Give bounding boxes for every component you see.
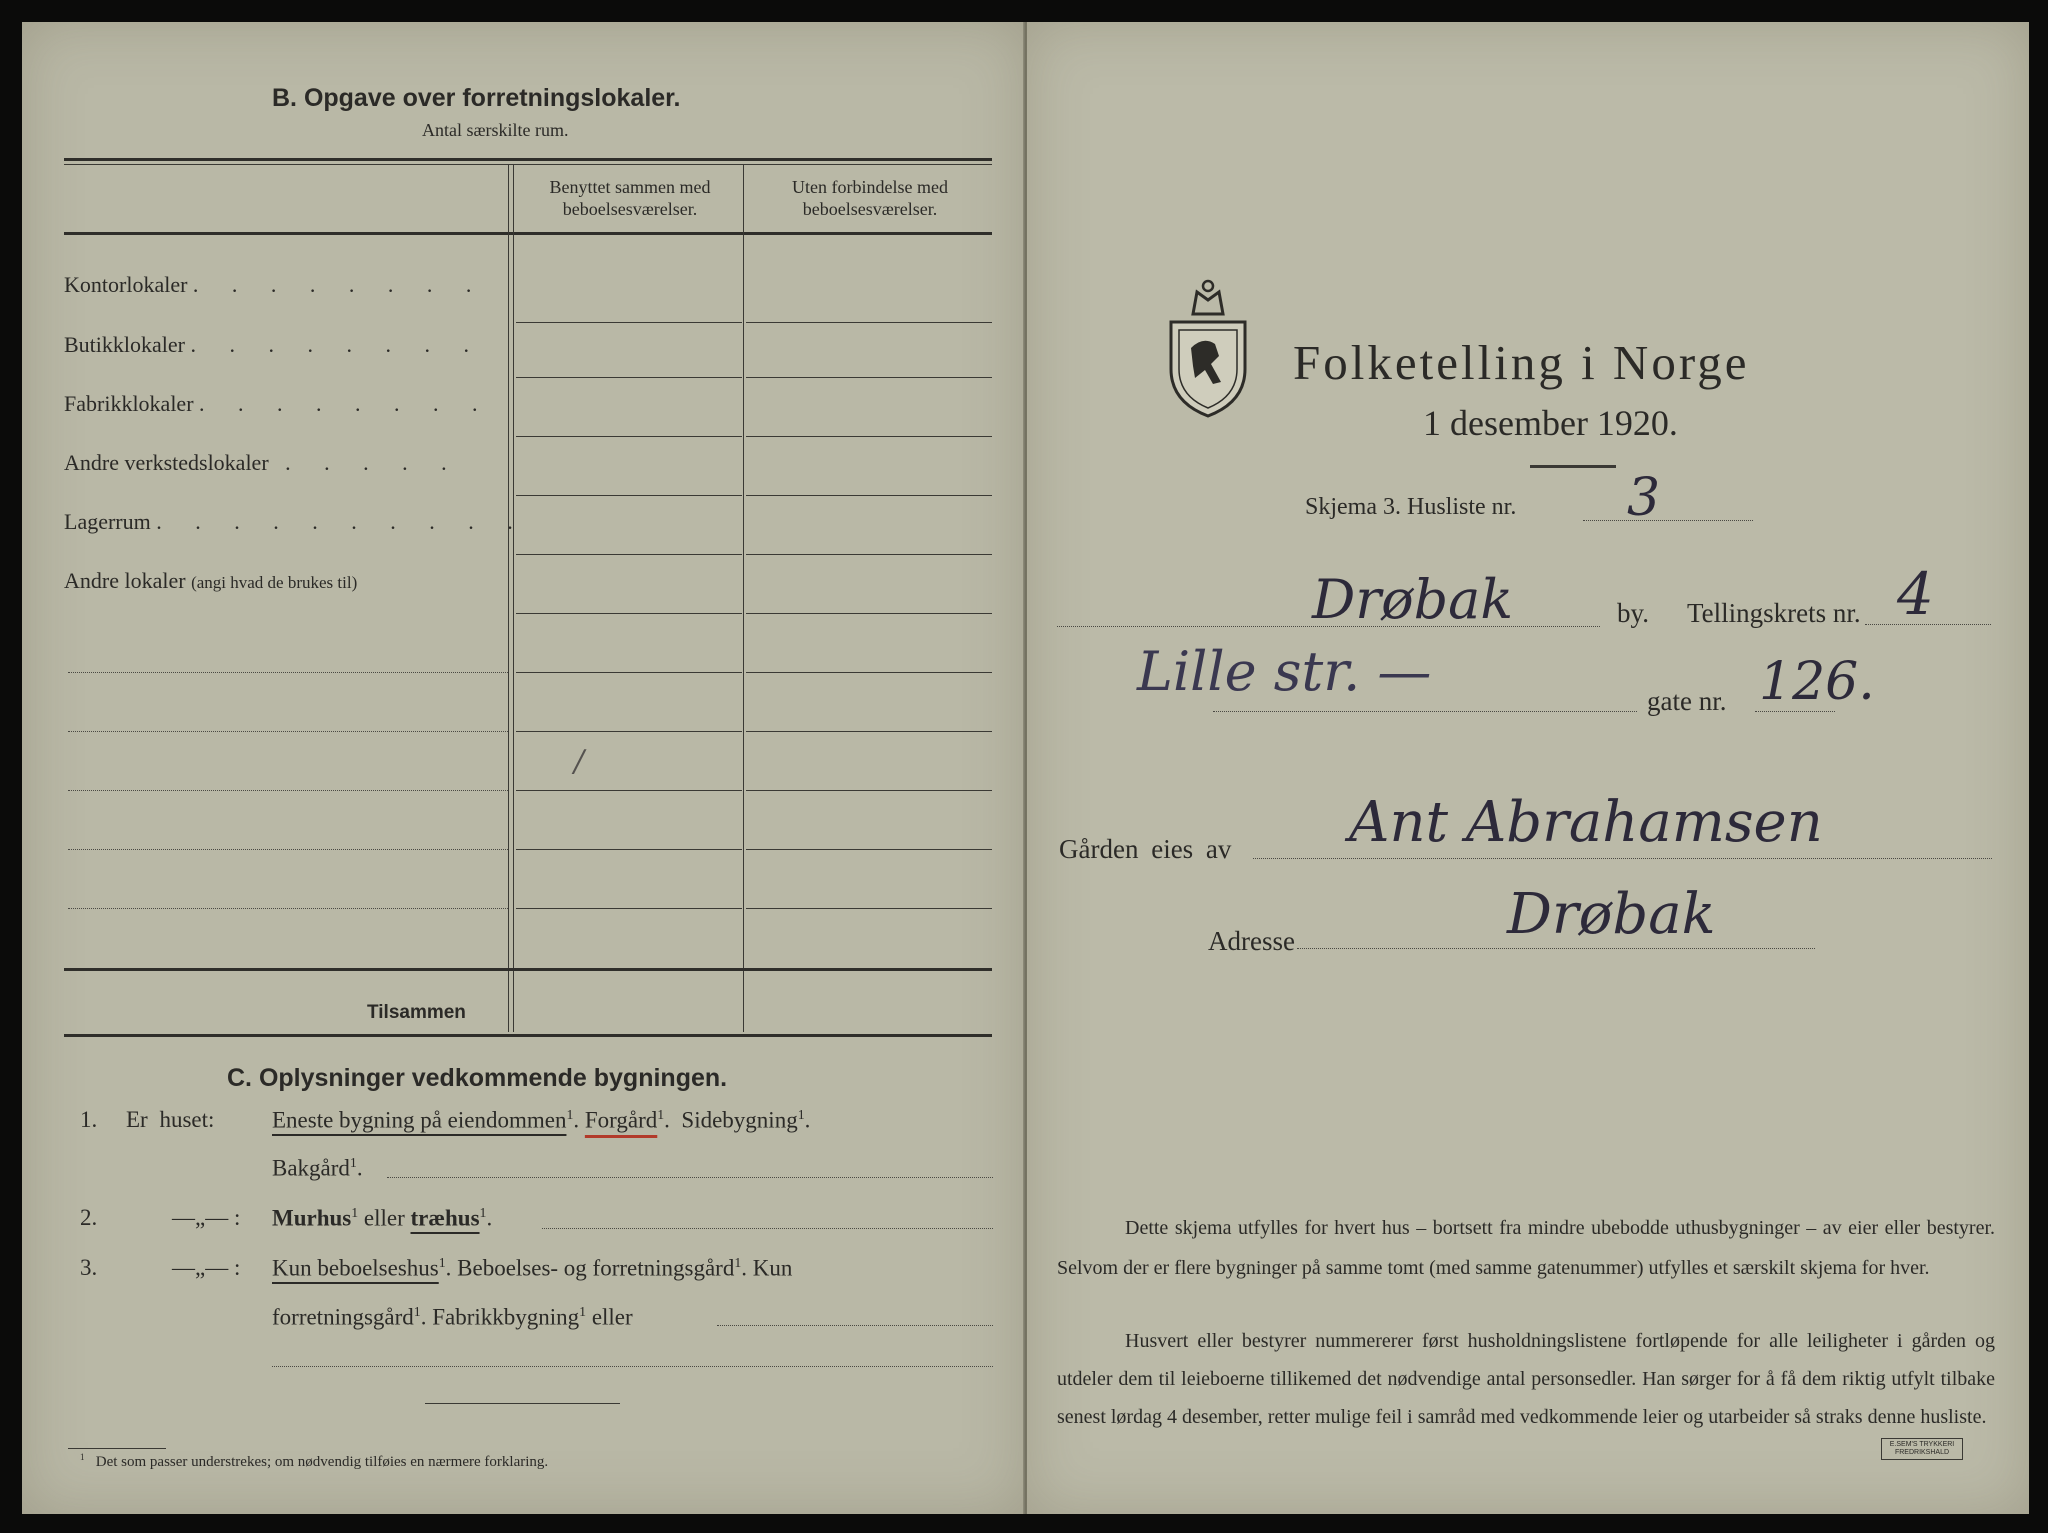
q2-number: 2. bbox=[80, 1205, 98, 1230]
q2-ditto: —„— : bbox=[172, 1205, 241, 1230]
q2-options: Murhus$^1$ eller træhus$^1$. bbox=[272, 1205, 493, 1231]
option-fabrikkbygning[interactable]: Fabrikkbygning bbox=[432, 1304, 580, 1330]
footnote: $^1$ Det som passer understrekes; om nødvendig tilføies en nærmere forklaring. bbox=[80, 1452, 549, 1470]
adresse-label: Adresse bbox=[1208, 926, 1295, 956]
adresse-value[interactable]: Drøbak bbox=[1507, 882, 1716, 947]
q1-label: Er huset: bbox=[126, 1107, 215, 1132]
option-sidebygning[interactable]: Sidebygning bbox=[681, 1107, 798, 1133]
gate-value[interactable]: Lille str. — bbox=[1137, 640, 1432, 703]
table-divider-1b bbox=[513, 164, 514, 1032]
gate-label: gate nr. bbox=[1647, 686, 1727, 716]
row-label-butikklokaler: Butikklokaler . . . . . . . . bbox=[64, 332, 483, 357]
closing-rule bbox=[425, 1403, 620, 1404]
section-b-title: B. Opgave over forretningslokaler. bbox=[272, 84, 681, 112]
coat-of-arms-icon bbox=[1163, 274, 1253, 419]
document-date: 1 desember 1920. bbox=[1423, 403, 1678, 443]
q3-ditto: —„— : bbox=[172, 1255, 241, 1280]
option-bakgard[interactable]: Bakgård$^1$. bbox=[272, 1155, 363, 1181]
footnote-rule bbox=[68, 1448, 166, 1449]
pencil-mark: / bbox=[574, 744, 585, 779]
q1-options: Eneste bygning på eiendommen$^1$. Forgård$^1$. Sidebygning$^1$. bbox=[272, 1107, 811, 1133]
q3-options-2: forretningsgård$^1$. Fabrikkbygning$^1$ eller bbox=[272, 1304, 633, 1330]
table-bottom-rule bbox=[64, 1034, 992, 1037]
q1-number: 1. bbox=[80, 1107, 98, 1132]
column-header-1: Benyttet sammen med beboelsesværelser. bbox=[549, 177, 711, 219]
instructions-paragraph-1: Dette skjema utfylles for hvert hus – bortsett fra mindre ubebodde uthusbygninger – av eier eller bestyrer. Selvom der er flere bygninger på samme tomt (med samme gatenummer) utfylles et særskilt skjema for hver. bbox=[1057, 1217, 1995, 1279]
title-rule bbox=[1530, 465, 1616, 468]
option-traehus[interactable]: træhus bbox=[410, 1205, 480, 1231]
q3-options: Kun beboelseshus$^1$. Beboelses- og forretningsgård$^1$. Kun bbox=[272, 1255, 793, 1281]
option-forretningsgard[interactable]: forretningsgård bbox=[272, 1304, 414, 1330]
option-kun-beboelseshus[interactable]: Kun beboelseshus bbox=[272, 1255, 439, 1281]
row-label-kontorlokaler: Kontorlokaler . . . . . . . . bbox=[64, 272, 486, 297]
column-header-2: Uten forbindelse med beboelsesværelser. bbox=[792, 177, 948, 219]
skjema-label: Skjema 3. Husliste nr. bbox=[1305, 494, 1517, 520]
document-title: Folketelling i Norge bbox=[1293, 335, 1750, 390]
printer-stamp: E.SEM'S TRYKKERI FREDRIKSHALD bbox=[1881, 1438, 1963, 1460]
krets-nr-value[interactable]: 4 bbox=[1897, 560, 1934, 628]
by-value[interactable]: Drøbak bbox=[1312, 568, 1514, 631]
option-forgard[interactable]: Forgård bbox=[584, 1107, 658, 1133]
left-page bbox=[22, 22, 1025, 1514]
table-header-rule bbox=[64, 232, 992, 235]
row-label-lagerrum: Lagerrum . . . . . . . . . . bbox=[64, 509, 527, 534]
option-beboelses-og-forretningsgard[interactable]: Beboelses- og forretningsgård bbox=[457, 1255, 735, 1281]
table-top-rule-2 bbox=[64, 164, 992, 165]
row-label-verkstedslokaler: Andre verkstedslokaler . . . . . bbox=[64, 450, 461, 475]
row-label-fabrikklokaler: Fabrikklokaler . . . . . . . . bbox=[64, 391, 492, 416]
table-divider-2 bbox=[743, 164, 744, 1032]
table-top-rule bbox=[64, 158, 992, 161]
eier-value[interactable]: Ant Abrahamsen bbox=[1349, 790, 1823, 855]
q3-number: 3. bbox=[80, 1255, 98, 1280]
table-divider-1 bbox=[508, 164, 509, 1032]
total-label: Tilsammen bbox=[367, 1002, 466, 1023]
instructions-paragraph-2: Husvert eller bestyrer nummererer først husholdningslistene fortløpende for alle leiligheter i gården og utdeler dem til leieboerne tillikemed det nødvendige antal personsedler. Han sørger for å få dem riktig utfylt tilbake senest lørdag 4 desember, retter mulige feil i samråd med vedkommende leier og utarbeider så straks denne husliste. bbox=[1057, 1330, 1995, 1428]
section-c-title: C. Oplysninger vedkommende bygningen. bbox=[227, 1064, 728, 1092]
row-label-andre-lokaler: Andre lokaler (angi hvad de brukes til) bbox=[64, 568, 358, 593]
total-rule bbox=[64, 968, 992, 971]
by-label: by. bbox=[1617, 598, 1649, 628]
right-page bbox=[1027, 22, 2029, 1514]
husliste-nr-value[interactable]: 3 bbox=[1627, 468, 1661, 528]
eier-label: Gården eies av bbox=[1059, 834, 1232, 864]
gate-nr-value[interactable]: 126. bbox=[1759, 652, 1875, 712]
section-b-subtitle: Antal særskilte rum. bbox=[422, 120, 569, 140]
krets-label: Tellingskrets nr. bbox=[1687, 598, 1861, 628]
option-eneste-bygning[interactable]: Eneste bygning på eiendommen bbox=[272, 1107, 567, 1133]
option-murhus[interactable]: Murhus bbox=[272, 1205, 352, 1231]
